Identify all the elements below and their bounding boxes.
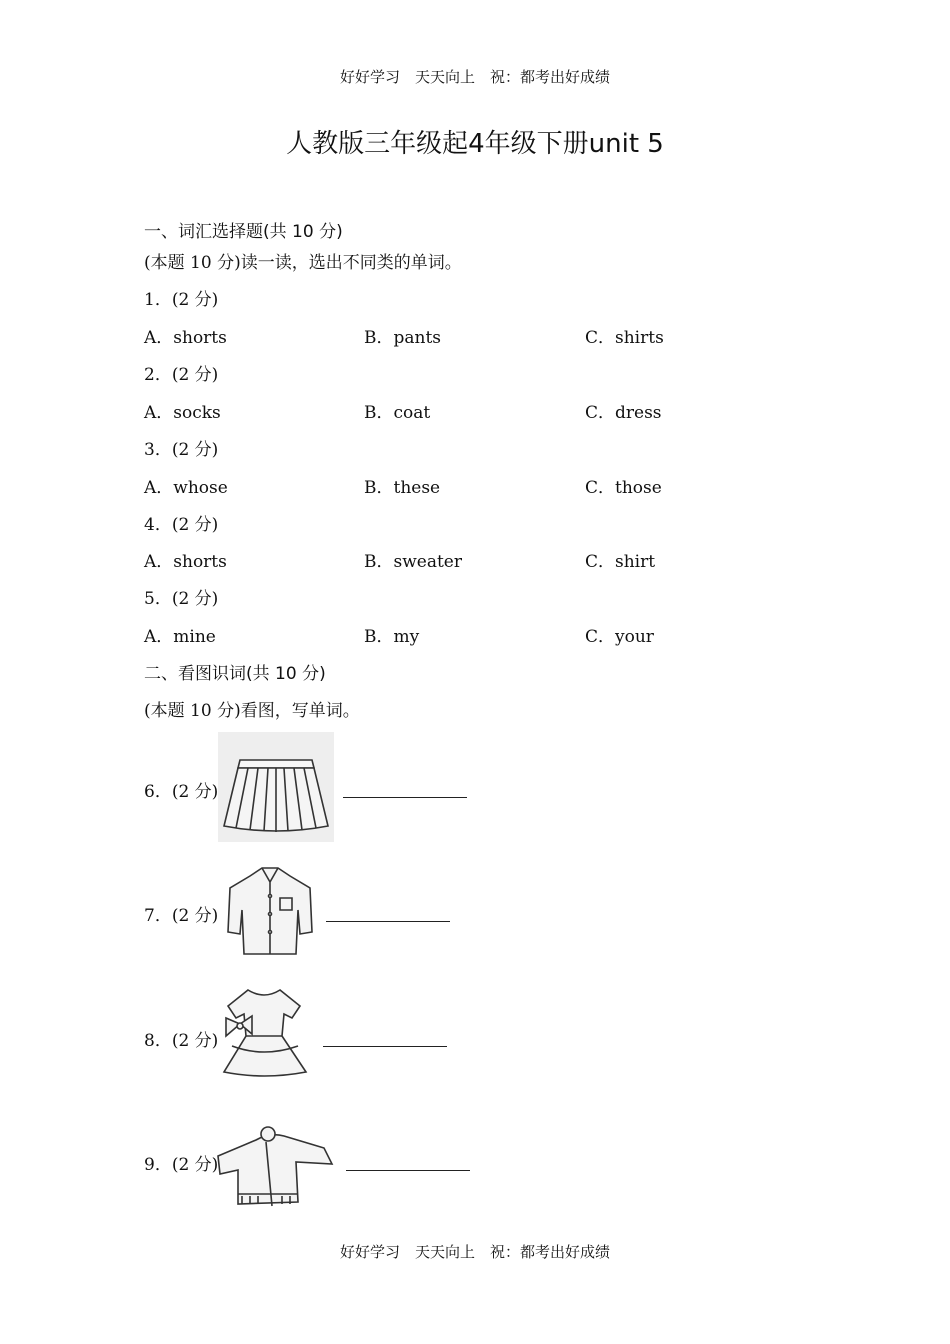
answer-blank[interactable] bbox=[346, 1170, 470, 1171]
option-a: A．shorts bbox=[144, 552, 227, 572]
skirt-icon bbox=[218, 732, 334, 842]
question-label: 1．(2 分) bbox=[144, 290, 219, 310]
footer-motto: 好好学习 天天向上 祝：都考出好成绩 bbox=[339, 1243, 610, 1261]
section1-instruction: (本题 10 分)读一读，选出不同类的单词。 bbox=[144, 253, 462, 273]
question-label: 9．(2 分) bbox=[144, 1155, 219, 1175]
option-c: C．your bbox=[585, 627, 654, 647]
shirt-icon bbox=[220, 862, 320, 962]
sweater-icon bbox=[216, 1122, 336, 1212]
page-title: 人教版三年级起4年级下册unit 5 bbox=[286, 129, 664, 159]
question-label: 6．(2 分) bbox=[144, 782, 219, 802]
question-label: 2．(2 分) bbox=[144, 365, 219, 385]
question-label: 8．(2 分) bbox=[144, 1031, 219, 1051]
option-c: C．dress bbox=[585, 403, 662, 423]
question-label: 7．(2 分) bbox=[144, 906, 219, 926]
option-a: A．mine bbox=[144, 627, 216, 647]
section1-heading: 一、词汇选择题(共 10 分) bbox=[144, 222, 343, 242]
option-b: B．sweater bbox=[364, 552, 462, 572]
section2-heading: 二、看图识词(共 10 分) bbox=[144, 664, 326, 684]
answer-blank[interactable] bbox=[323, 1046, 447, 1047]
option-c: C．shirts bbox=[585, 328, 664, 348]
option-b: B．pants bbox=[364, 328, 442, 348]
section2-instruction: (本题 10 分)看图，写单词。 bbox=[144, 701, 360, 721]
option-b: B．coat bbox=[364, 403, 431, 423]
answer-blank[interactable] bbox=[326, 921, 450, 922]
question-label: 5．(2 分) bbox=[144, 589, 219, 609]
question-label: 4．(2 分) bbox=[144, 515, 219, 535]
option-a: A．socks bbox=[144, 403, 221, 423]
option-c: C．those bbox=[585, 478, 662, 498]
option-a: A．whose bbox=[144, 478, 228, 498]
header-motto: 好好学习 天天向上 祝：都考出好成绩 bbox=[339, 68, 610, 86]
option-b: B．my bbox=[364, 627, 420, 647]
option-b: B．these bbox=[364, 478, 441, 498]
dress-icon bbox=[218, 984, 312, 1080]
answer-blank[interactable] bbox=[343, 797, 467, 798]
option-c: C．shirt bbox=[585, 552, 656, 572]
question-label: 3．(2 分) bbox=[144, 440, 219, 460]
option-a: A．shorts bbox=[144, 328, 227, 348]
